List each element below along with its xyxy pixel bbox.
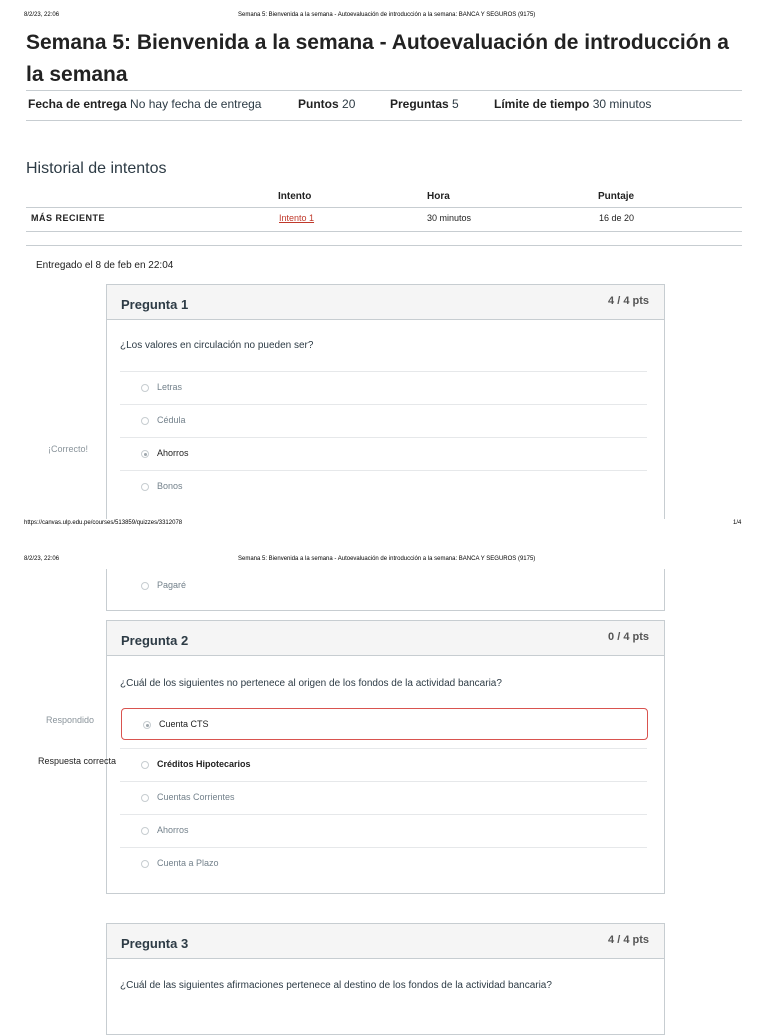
- radio-icon[interactable]: [141, 761, 149, 769]
- answer-option-wrong[interactable]: [121, 708, 648, 740]
- answered-label: Respondido: [46, 715, 95, 725]
- answer-option[interactable]: [120, 782, 647, 815]
- print-datetime: 8/2/23, 22:06: [24, 12, 60, 18]
- col-time: Hora: [427, 191, 450, 202]
- radio-icon[interactable]: [141, 860, 149, 868]
- question-2-header: [107, 621, 664, 656]
- questions-value: 5: [452, 97, 459, 111]
- question-1-title: Pregunta 1: [121, 297, 189, 312]
- question-1-text: ¿Los valores en circulación no pueden ser?: [120, 340, 314, 351]
- page-title: Semana 5: Bienvenida a la semana - Autoevaluación de introducción a la semana: [26, 31, 729, 86]
- points-value: 20: [342, 97, 356, 111]
- answer-option[interactable]: [120, 405, 647, 438]
- due-label: Fecha de entrega: [28, 97, 127, 111]
- question-2-points: 0 / 4 pts: [608, 631, 649, 643]
- print-page: 1/4: [733, 520, 742, 526]
- question-1-header: [107, 285, 664, 320]
- question-3-card: [106, 923, 665, 1035]
- answer-label: Bonos: [157, 481, 183, 491]
- question-3-text: ¿Cuál de las siguientes afirmaciones pertenece al destino de los fondos de la actividad bancaria?: [120, 980, 552, 991]
- time-limit-value: 30 minutos: [592, 97, 652, 111]
- question-2-title: Pregunta 2: [121, 633, 189, 648]
- questions-label: Preguntas: [390, 97, 449, 111]
- row-label: MÁS RECIENTE: [31, 213, 106, 223]
- question-2-text: ¿Cuál de los siguientes no pertenece al origen de los fondos de la actividad bancaria?: [120, 678, 502, 689]
- correct-answer-label: Respuesta correcta: [38, 756, 117, 766]
- answer-option-selected[interactable]: [120, 438, 647, 471]
- print-datetime: 8/2/23, 22:06: [24, 556, 60, 562]
- answer-label: Letras: [157, 382, 183, 392]
- answer-option[interactable]: [120, 815, 647, 848]
- answer-option[interactable]: [120, 471, 647, 503]
- question-3-points: 4 / 4 pts: [608, 934, 649, 946]
- divider: [26, 90, 742, 91]
- due-value: No hay fecha de entrega: [130, 97, 262, 111]
- answer-option[interactable]: [120, 372, 647, 405]
- answer-label: Créditos Hipotecarios: [157, 759, 251, 769]
- row-score: 16 de 20: [599, 213, 635, 223]
- question-3-header: [107, 924, 664, 959]
- answer-option[interactable]: [120, 848, 647, 880]
- print-doc-title: Semana 5: Bienvenida a la semana - Autoevaluación de introducción a la semana: BANCA Y SEGUROS (9175): [238, 12, 536, 18]
- radio-icon[interactable]: [141, 582, 149, 590]
- radio-icon[interactable]: [143, 721, 151, 729]
- answer-option-correct[interactable]: [120, 749, 647, 782]
- radio-icon[interactable]: [141, 794, 149, 802]
- answer-option[interactable]: [120, 570, 647, 602]
- radio-icon[interactable]: [141, 450, 149, 458]
- radio-icon[interactable]: [141, 384, 149, 392]
- answer-label: Pagaré: [157, 580, 187, 590]
- print-url: https://canvas.ulp.edu.pe/courses/513859/quizzes/3312078: [24, 520, 183, 526]
- table-divider: [26, 207, 742, 208]
- answer-label: Cédula: [157, 415, 186, 425]
- row-time: 30 minutos: [427, 213, 472, 223]
- answer-label: Cuenta CTS: [159, 719, 209, 729]
- divider: [26, 245, 742, 246]
- submitted-text: Entregado el 8 de feb en 22:04: [36, 260, 174, 271]
- answer-label: Cuentas Corrientes: [157, 792, 235, 802]
- radio-icon[interactable]: [141, 483, 149, 491]
- time-limit-label: Límite de tiempo: [494, 97, 590, 111]
- answer-label: Cuenta a Plazo: [157, 858, 219, 868]
- question-3-title: Pregunta 3: [121, 936, 189, 951]
- attempt-link[interactable]: Intento 1: [279, 213, 315, 223]
- points-label: Puntos: [298, 97, 339, 111]
- divider: [26, 120, 742, 121]
- print-doc-title: Semana 5: Bienvenida a la semana - Autoevaluación de introducción a la semana: BANCA Y SEGUROS (9175): [238, 556, 536, 562]
- answer-label: Ahorros: [157, 448, 189, 458]
- radio-icon[interactable]: [141, 417, 149, 425]
- answer-label: Ahorros: [157, 825, 189, 835]
- col-attempt: Intento: [278, 191, 312, 202]
- question-1-points: 4 / 4 pts: [608, 295, 649, 307]
- correct-badge: ¡Correcto!: [48, 444, 89, 454]
- table-divider: [26, 231, 742, 232]
- radio-icon[interactable]: [141, 827, 149, 835]
- col-score: Puntaje: [598, 191, 635, 202]
- history-title: Historial de intentos: [26, 160, 167, 177]
